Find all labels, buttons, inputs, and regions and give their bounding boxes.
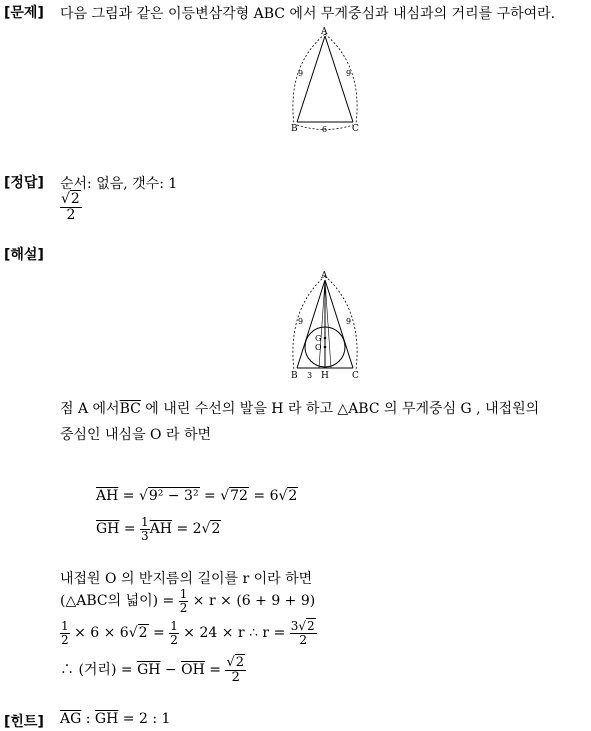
side-ab-label: 9 [298,317,304,326]
explanation-p6: ∴ (거리) = $\overline{GH} - \overline{OH}$ = $\frac{√2}{2}$ [60,655,245,685]
vertex-c: C [352,124,359,134]
answer-value: $\frac{√2}{2}$ [61,191,80,223]
vertex-b: B [291,124,298,134]
vertex-c: C [352,371,359,381]
problem-text: 다음 그림과 같은 이등변삼각형 ABC 에서 무게중심과 내심과의 거리를 구하여라. [60,6,556,22]
incenter-o: O [315,343,322,352]
answer-label: [정답] [4,175,44,191]
equation-ah: $\overline{AH} = √9^2 - 3^2 = √72 = 6√2$ [96,488,298,504]
side-ab-label: 9 [298,69,304,78]
vertex-a: A [321,271,328,281]
explanation-p2: 중심인 내심을 O 라 하면 [60,427,211,443]
vertex-a: A [321,27,328,37]
bh-label: 3 [307,371,313,380]
side-ac-label: 9 [346,69,352,78]
triangle-figure-2 [285,268,365,384]
side-ac-label: 9 [346,317,352,326]
explanation-p4: (△ABC의 넓이) = $\frac{1}{2}$ × r × (6 + 9 + 9) [60,587,316,615]
answer-num: 2 [70,191,80,207]
answer-den: 2 [66,206,76,223]
base-label: 6 [322,125,328,134]
answer-order-count: 순서: 없음, 갯수: 1 [60,176,178,192]
hint-text: $\overline{AG}$ : $\overline{GH} = 2$ : 1 [60,711,171,727]
segment-bc: $\overline{BC}$ [119,401,141,417]
problem-label: [문제] [4,5,44,21]
explanation-p3: 내접원 O 의 반지름의 길이를 r 이라 하면 [60,571,313,587]
centroid-g: G [315,334,322,343]
equation-gh: $\overline{GH}$ = $\frac{1}{3}$ $\overline{AH} = 2√2$ [96,515,221,543]
foot-h: H [321,371,329,381]
vertex-b: B [291,371,298,381]
hint-label: [힌트] [4,714,44,730]
explanation-p1: 점 A 에서$\overline{BC}$ 에 내린 수선의 발을 H 라 하고 △ABC 의 무게중심 G , 내접원의 [60,401,540,417]
explanation-label: [해설] [4,247,44,263]
explanation-p5: $\frac{1}{2}$ × 6 × 6√2 = $\frac{1}{2}$ × 24 × r ∴ r = $\frac{3√2}{2}$ [61,619,315,647]
triangle-figure-1 [285,26,365,136]
